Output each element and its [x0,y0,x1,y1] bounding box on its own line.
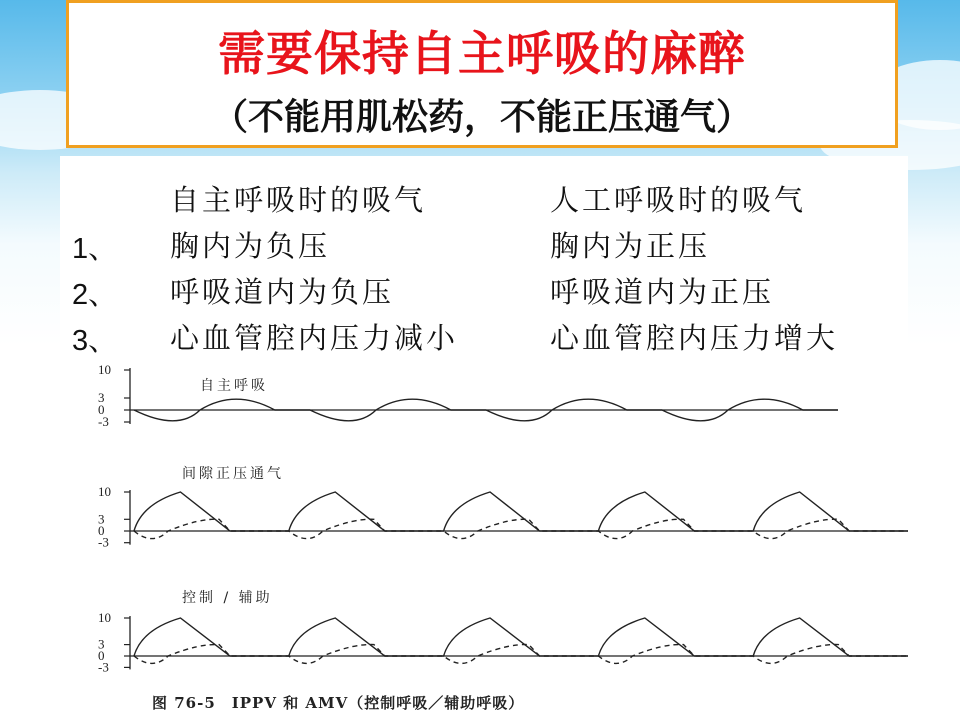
y-tick-label: 0 [98,648,105,663]
row-number: 2、 [72,279,118,311]
row-left: 心血管腔内压力减小 [170,321,459,355]
y-tick-label: 3 [98,511,105,527]
y-tick-label: 10 [98,362,111,377]
series-solid-line [134,618,908,656]
y-tick-label: 10 [98,484,111,499]
series-dashed-line [134,645,908,664]
series-solid-line [134,492,908,531]
header-spontaneous: 自主呼吸时的吸气 [170,183,427,217]
figure-caption: 图 76-5 IPPV 和 AMV（控制呼吸／辅助呼吸） [152,694,525,712]
row-left: 胸内为负压 [170,229,331,263]
slide-title: 需要保持自主呼吸的麻醉 [218,27,746,82]
series-dashed-line [134,519,908,538]
row-left: 呼吸道内为负压 [170,275,395,309]
header-artificial: 人工呼吸时的吸气 [550,183,807,217]
y-tick-label: -3 [98,534,109,550]
y-tick-label: 3 [98,636,105,652]
panel-title: 自主呼吸 [200,378,268,394]
row-number: 1、 [72,233,118,265]
y-tick-label: 0 [98,402,105,417]
panel-title: 控制 / 辅助 [182,590,273,606]
row-right: 呼吸道内为正压 [550,275,775,309]
y-tick-label: 0 [98,523,105,538]
y-tick-label: 10 [98,610,111,625]
y-tick-label: -3 [98,414,109,429]
row-number: 3、 [72,325,118,357]
panel-title: 间隙正压通气 [182,466,284,482]
slide-subtitle: （不能用肌松药，不能正压通气） [211,97,752,138]
y-tick-label: -3 [98,659,109,675]
row-right: 胸内为正压 [550,229,711,263]
row-right: 心血管腔内压力增大 [550,321,839,355]
y-tick-label: 3 [98,390,105,405]
